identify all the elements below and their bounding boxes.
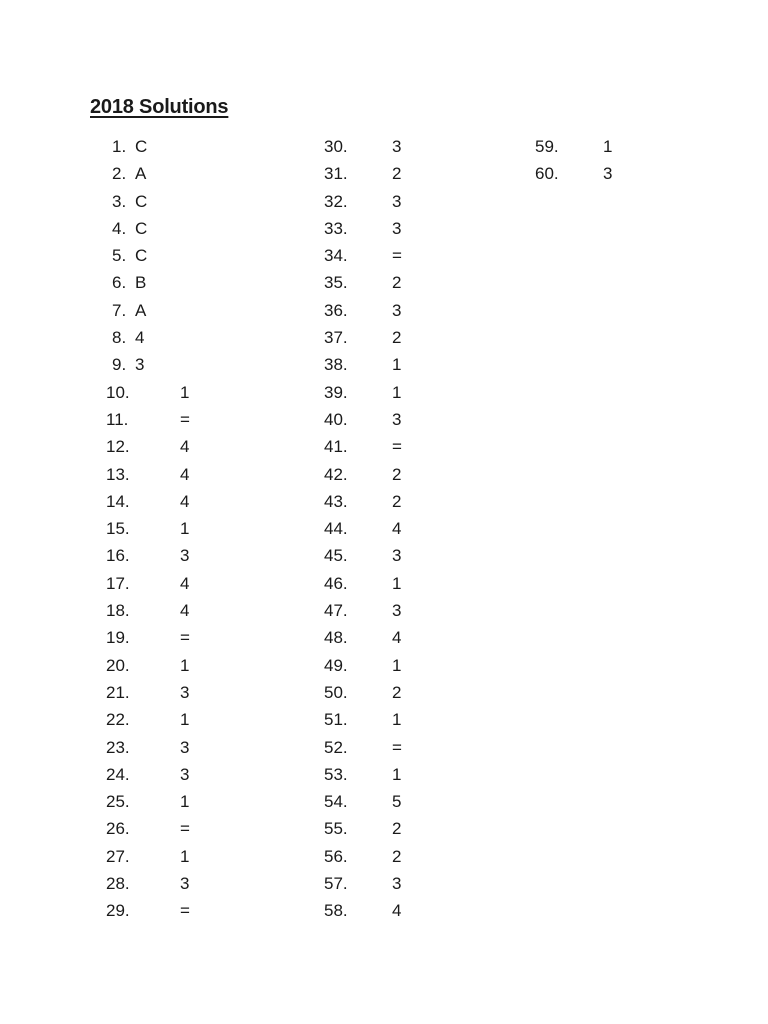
answer-value: 4 (180, 491, 190, 511)
answer-value: C (135, 191, 148, 211)
question-number: 7. (112, 300, 127, 320)
question-number: 54. (324, 792, 348, 812)
question-number: 56. (324, 846, 348, 866)
answer-value: 3 (392, 300, 402, 320)
answer-value: = (392, 437, 402, 457)
answer-value: = (392, 246, 402, 266)
question-number: 60. (535, 164, 559, 184)
question-number: 22. (106, 710, 130, 730)
answer-value: 3 (392, 546, 402, 566)
question-number: 57. (324, 874, 348, 894)
question-number: 14. (106, 491, 130, 511)
question-number: 6. (112, 273, 127, 293)
question-number: 3. (112, 191, 127, 211)
question-number: 52. (324, 737, 348, 757)
question-number: 10. (106, 382, 130, 402)
answer-value: = (180, 901, 190, 921)
answer-value: = (180, 819, 190, 839)
question-number: 27. (106, 846, 130, 866)
question-number: 1. (112, 137, 127, 156)
answer-value: 2 (392, 491, 402, 511)
answer-value: 1 (392, 573, 402, 593)
answer-value: 1 (180, 710, 190, 730)
question-number: 47. (324, 601, 348, 621)
question-number: 28. (106, 874, 130, 894)
answer-value: 1 (392, 382, 402, 402)
answer-value: 3 (392, 191, 402, 211)
question-number: 55. (324, 819, 348, 839)
question-number: 33. (324, 218, 348, 238)
question-number: 45. (324, 546, 348, 566)
question-number: 12. (106, 437, 130, 457)
question-number: 26. (106, 819, 130, 839)
answer-value: 3 (392, 137, 402, 156)
question-number: 4. (112, 218, 127, 238)
answer-value: 3 (392, 409, 402, 429)
answer-value: 1 (180, 792, 190, 812)
question-number: 34. (324, 246, 348, 266)
question-number: 23. (106, 737, 130, 757)
answer-value: 3 (180, 682, 190, 702)
question-number: 29. (106, 901, 130, 921)
answer-value: 4 (392, 519, 402, 539)
question-number: 5. (112, 246, 127, 266)
answer-value: 2 (392, 819, 402, 839)
answer-value: 2 (392, 164, 402, 184)
answer-value: 3 (603, 164, 613, 184)
answer-value: 1 (180, 519, 190, 539)
answer-value: 1 (392, 764, 402, 784)
question-number: 18. (106, 601, 130, 621)
question-number: 32. (324, 191, 348, 211)
answer-value: C (135, 137, 148, 156)
question-number: 43. (324, 491, 348, 511)
question-number: 58. (324, 901, 348, 921)
question-number: 20. (106, 655, 130, 675)
question-number: 30. (324, 137, 348, 156)
answer-value: 2 (392, 328, 402, 348)
answer-value: 4 (180, 437, 190, 457)
question-number: 9. (112, 355, 127, 375)
answer-value: 3 (392, 218, 402, 238)
question-number: 46. (324, 573, 348, 593)
answer-value: 2 (392, 682, 402, 702)
question-number: 40. (324, 409, 348, 429)
question-number: 53. (324, 764, 348, 784)
question-number: 50. (324, 682, 348, 702)
answer-value: C (135, 218, 148, 238)
answer-value: B (135, 273, 147, 293)
answer-value: 4 (180, 601, 190, 621)
question-number: 59. (535, 137, 559, 156)
answer-value: 4 (180, 573, 190, 593)
answer-value: 3 (180, 546, 190, 566)
answer-value: 1 (180, 382, 190, 402)
answer-value: 4 (392, 628, 402, 648)
question-number: 41. (324, 437, 348, 457)
answer-value: 3 (180, 874, 190, 894)
answer-value: 2 (392, 273, 402, 293)
answer-value: 1 (392, 355, 402, 375)
question-number: 11. (106, 409, 129, 429)
answer-value: 3 (180, 764, 190, 784)
question-number: 16. (106, 546, 130, 566)
answer-value: 3 (392, 601, 402, 621)
question-number: 17. (106, 573, 130, 593)
answer-value: 3 (135, 355, 145, 375)
question-number: 35. (324, 273, 348, 293)
answer-value: 1 (180, 655, 190, 675)
question-number: 25. (106, 792, 130, 812)
answer-value: 1 (603, 137, 613, 156)
answer-value: 1 (392, 710, 402, 730)
question-number: 51. (324, 710, 348, 730)
question-number: 37. (324, 328, 348, 348)
answer-value: A (135, 164, 147, 184)
question-number: 19. (106, 628, 130, 648)
question-number: 24. (106, 764, 130, 784)
question-number: 36. (324, 300, 348, 320)
answer-value: 2 (392, 846, 402, 866)
question-number: 49. (324, 655, 348, 675)
document-title: 2018 Solutions (90, 96, 229, 118)
question-number: 21. (106, 682, 130, 702)
answer-value: = (180, 409, 190, 429)
question-number: 48. (324, 628, 348, 648)
answer-value: 2 (392, 464, 402, 484)
answer-value: 4 (135, 328, 145, 348)
answer-value: 1 (392, 655, 402, 675)
answer-value: A (135, 300, 147, 320)
answer-value: = (180, 628, 190, 648)
answer-value: 1 (180, 846, 190, 866)
answer-value: 3 (180, 737, 190, 757)
question-number: 13. (106, 464, 130, 484)
answer-value: C (135, 246, 148, 266)
question-number: 44. (324, 519, 348, 539)
question-number: 38. (324, 355, 348, 375)
question-number: 8. (112, 328, 127, 348)
answer-value: 4 (180, 464, 190, 484)
question-number: 42. (324, 464, 348, 484)
answer-value: 4 (392, 901, 402, 921)
answer-value: 3 (392, 874, 402, 894)
question-number: 39. (324, 382, 348, 402)
answer-value: = (392, 737, 402, 757)
answer-value: 5 (392, 792, 402, 812)
question-number: 15. (106, 519, 130, 539)
question-number: 31. (324, 164, 348, 184)
question-number: 2. (112, 164, 127, 184)
